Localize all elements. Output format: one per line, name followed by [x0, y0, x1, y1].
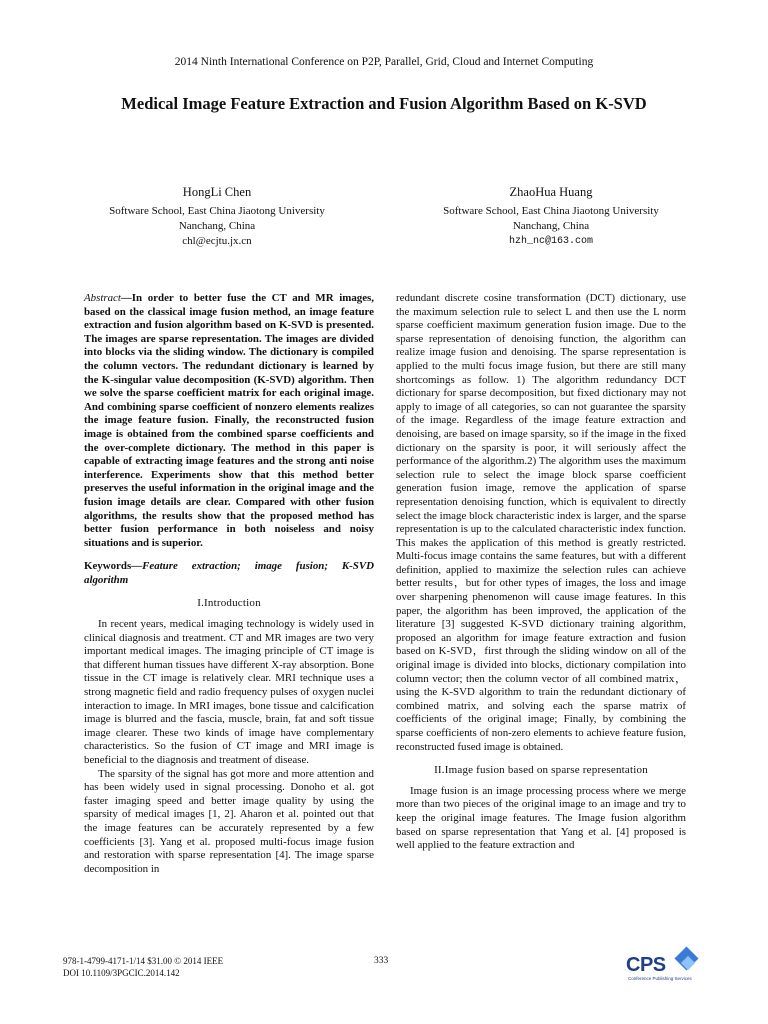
abstract: [84, 292, 374, 550]
author-affiliation: Software School, East China Jiaotong University: [443, 205, 659, 217]
abstract-text: —In order to better fuse the CT and MR images, based on the classical image fusion method, an image feature extraction and fusion algorithm based on K-SVD is presented. The images are sparse representation. The images are divided into blocks via the sliding window. The dictionary is compiled the column vectors. The redundant dictionary is learned by the K-singular value decomposition (K-SVD) algorithm. Then we solve the sparse coefficient matrix for each original image. And combining sparse coefficient of nonzero elements realizes the image feature fusion. Finally, the reconstructed fusion image is obtained from the combined sparse coefficients and the over-complete dictionary. The method in this paper is capable of extracting image features and the strong anti noise interference. Experiments show that this method better preserves the useful information in the original image and the fusion image details are clear. Compared with other fusion algorithms, the results show that the proposed method has better fusion performance in both noiseless and noisy situations and is superior.: [84, 292, 374, 549]
author-name: HongLi Chen: [182, 185, 252, 199]
keywords-label: Keywords: [84, 560, 132, 573]
body-paragraph: Image fusion is an image processing process where we merge more than two pieces of the original image to an image and try to keep the original image features. The Image fusion algorithm based on sparse representation that Yang et al. [4] proposed is well applied to the feature extraction and: [396, 784, 686, 852]
left-column: [84, 292, 374, 876]
footer-isbn: 978-1-4799-4171-1/14 $31.00 © 2014 IEEE: [63, 956, 224, 966]
keywords-text: —Feature extraction; image fusion; K-SVD algorithm: [84, 560, 374, 586]
page-number: 333: [374, 956, 389, 966]
author-location: Nanchang, China: [178, 220, 256, 232]
section-heading-fusion: II.Image fusion based on sparse representation: [434, 764, 648, 777]
body-paragraph: redundant discrete cosine transformation (DCT) dictionary, use the maximum selection rule to select L and then use the L norm sparse coefficient maximum generation fusion image. Due to the sparse representation of denoising function, the algorithm can realize image fusion and denoising. The sparse representation is applied to the multi focus image fusion, but there are still many shortcomings as follow. 1) The algorithm redundancy DCT dictionary for sparse decomposition, but fixed dictionary may not apply to image of all categories, so can not guarantee the sparsity of the image. Regardless of the image feature extraction and denoising, are based on image sparsity, so if the image in the fixed dictionary on the sparsity is poor, it will seriously affect the performance of the algorithm.2) The algorithm uses the maximum selection rule to select the image block sparse coefficient generation fusion image, remove the application of sparse representation denoising function, which is equivalent to directly select the image block characteristic index is larger, and the sparse representation is up to the calculated characteristic index function. This makes the application of this method is greatly restricted. Multi-focus image contains the same features, but with a different definition, applied to maximize the selection rules can achieve better results，but for other types of images, the loss and image over sharpening phenomenon will cause image features. In this paper, the algorithm has been improved, the application of the literature [3] suggested K-SVD dictionary training algorithm, proposed an algorithm for image feature extraction and fusion based on K-SVD，first through the sliding window on all of the original image is divided into blocks, dictionary compilation into column vector; then the column vector of all combined matrix，using the K-SVD algorithm to train the redundant dictionary of combined matrix, and solving each the sparse matrix of coefficients of the original image; Finally, by combining the sparse coefficients of non-zero elements to achieve feature fusion, reconstructed fused image is obtained.: [396, 292, 686, 753]
cps-logo: [626, 946, 696, 986]
author-location: Nanchang, China: [512, 220, 590, 232]
author-name: ZhaoHua Huang: [509, 185, 593, 199]
abstract-label: Abstract: [84, 292, 121, 304]
footer-doi: DOI 10.1109/3PGCIC.2014.142: [63, 968, 180, 978]
section-heading-introduction: I.Introduction: [197, 597, 261, 610]
author-affiliation: Software School, East China Jiaotong University: [109, 205, 325, 217]
body-paragraph: In recent years, medical imaging technology is widely used in clinical diagnosis and treatment. CT and MR images are two very important medical images. The imaging principle of CT image is that different human tissues have different X-ray absorption. Bone tissue in the CT image is relatively clear. MRI technique uses a strong magnetic field and radio frequency pulses of oxygen nuclei interaction to image. In MRI images, bone tissue and calcification image is blurred and the fascia, muscle, brain, fat and soft tissue image clearer. These two kinds of image have complementary characteristics. So the fusion of CT image and MRI image is beneficial to the diagnosis and treatment of disease.: [84, 618, 374, 766]
author-block-1: [52, 185, 382, 249]
author-email: chl@ecjtu.jx.cn: [182, 235, 252, 247]
body-paragraph: The sparsity of the signal has got more and more attention and has been widely used in signal processing. Donoho et al. got faster imaging speed and better image quality by using the sparsity of medical images [1, 2]. Aharon et al. pointed out that the image features can be accurately represented by a few coefficients [3]. Yang et al. proposed multi-focus image fusion and restoration with sparse representation [4]. The image sparse decomposition in: [84, 767, 374, 875]
author-email: hzh_nc@163.com: [508, 236, 593, 247]
paper-title: Medical Image Feature Extraction and Fusion Algorithm Based on K-SVD: [121, 94, 647, 113]
conference-name: 2014 Ninth International Conference on P2P, Parallel, Grid, Cloud and Internet Computing: [174, 56, 594, 68]
cps-logo-subtitle: Conference Publishing Services: [628, 976, 692, 981]
keywords: [84, 560, 374, 587]
footer-copyright: [63, 955, 223, 979]
right-column: [396, 292, 686, 853]
cps-logo-text: CPS: [626, 954, 666, 976]
author-block-2: [386, 185, 716, 249]
